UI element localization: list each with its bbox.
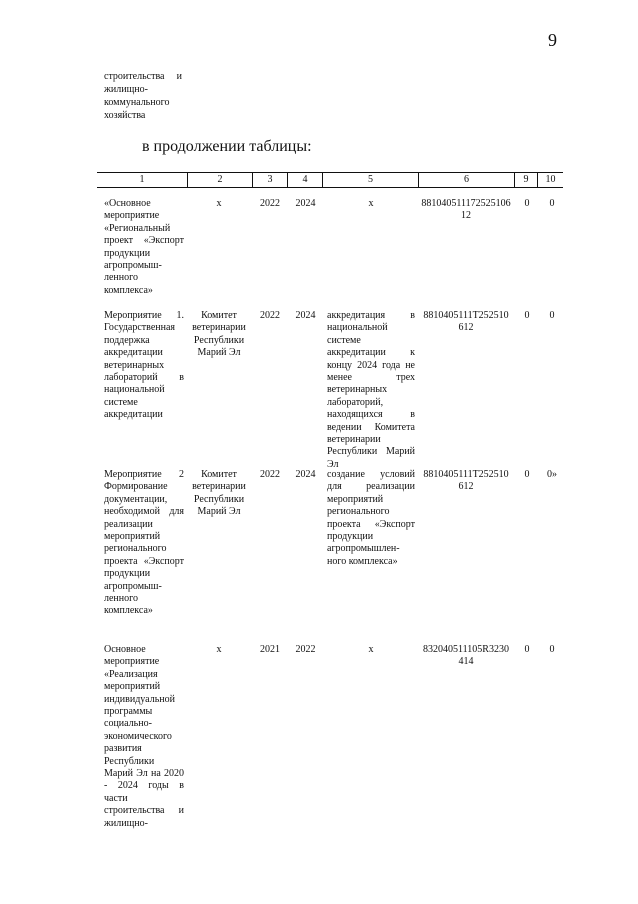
result-cell: х xyxy=(368,644,374,655)
value-10-cell: 0 xyxy=(549,644,555,655)
code-cell: 8810405111Т252510612 xyxy=(423,469,509,493)
row-name-cell: Мероприятие 2 Формирование документации, необходимой для реализации мероприятий регионального проекта «Экспорт продукции агропромыш-ленного комплекса» xyxy=(104,469,184,617)
column-header: 9 xyxy=(514,173,537,187)
top-fragment-text: строительства и жилищно-коммунального хозяйства xyxy=(104,71,182,121)
row-name-cell: Основное мероприятие «Реализация мероприятий индивидуальной программы социально-экономического развития Республики Марий Эл на 2020 - 2024 годы в части строительства и жилищно- xyxy=(104,644,184,829)
value-10-cell: 0 xyxy=(549,310,555,321)
end-year-cell: 2024 xyxy=(295,198,316,209)
start-year-cell: 2022 xyxy=(260,469,280,480)
value-9-cell: 0 xyxy=(524,198,530,209)
value-9-cell: 0 xyxy=(524,310,530,321)
code-cell: 88104051117252510612 xyxy=(421,198,511,222)
executor-cell: Комитет ветеринарии Республики Марий Эл xyxy=(192,469,246,518)
table-caption: в продолжении таблицы: xyxy=(142,138,312,155)
start-year-cell: 2022 xyxy=(260,310,280,321)
result-cell: создание условий для реализации мероприятий регионального проекта «Экспорт продукции агропромышлен-ного комплекса» xyxy=(327,469,415,567)
column-header: 2 xyxy=(187,173,252,187)
code-cell: 832040511105R3230414 xyxy=(423,644,509,668)
value-10-cell: 0 xyxy=(549,198,555,209)
value-10-cell: 0» xyxy=(547,469,557,480)
column-header: 5 xyxy=(322,173,418,187)
column-header: 10 xyxy=(537,173,563,187)
result-cell: х xyxy=(368,198,374,209)
executor-cell: Комитет ветеринарии Республики Марий Эл xyxy=(192,310,246,359)
start-year-cell: 2022 xyxy=(260,198,280,209)
table-header-row xyxy=(97,172,563,188)
end-year-cell: 2022 xyxy=(295,644,316,655)
executor-cell: х xyxy=(216,644,222,655)
column-header: 4 xyxy=(287,173,322,187)
result-cell: аккредитация в национальной системе аккредитации к концу 2024 года не менее трех ветеринарных лабораторий, находящихся в ведении Комитета ветеринарии Республики Марий Эл xyxy=(327,310,415,470)
row-name-cell: Мероприятие 1. Государственная поддержка аккредитации ветеринарных лабораторий в национальной системе аккредитации xyxy=(104,310,184,421)
column-header: 1 xyxy=(139,174,145,185)
value-9-cell: 0 xyxy=(524,644,530,655)
end-year-cell: 2024 xyxy=(295,310,316,321)
start-year-cell: 2021 xyxy=(260,644,280,655)
end-year-cell: 2024 xyxy=(295,469,316,480)
executor-cell: х xyxy=(216,198,222,209)
row-name-cell: «Основное мероприятие «Региональный проект «Экспорт продукции агропромыш-ленного комплекса» xyxy=(104,198,184,296)
column-header: 6 xyxy=(418,173,514,187)
column-header: 3 xyxy=(252,173,287,187)
code-cell: 8810405111Т252510612 xyxy=(423,310,509,334)
page-number: 9 xyxy=(548,30,557,50)
value-9-cell: 0 xyxy=(524,469,530,480)
